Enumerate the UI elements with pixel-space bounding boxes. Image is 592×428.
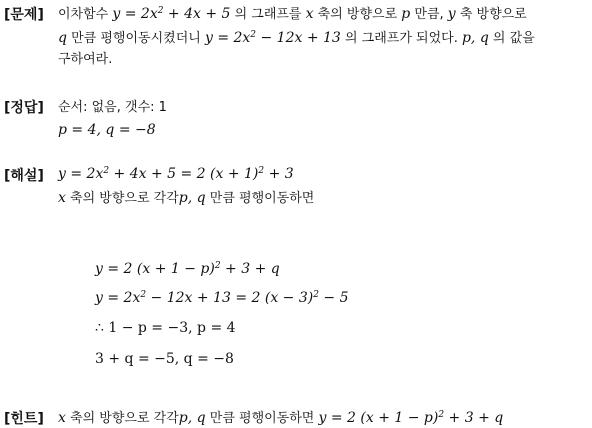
answer-line-2: p = 4, q = −8 [58, 122, 156, 138]
problem-label: [문제] [4, 7, 44, 23]
explanation-line-1: $y = 2x^2 + 4x + 5 = 2$ $(x + 1)^2 + 3$ [58, 166, 294, 182]
hint-line: x 축의 방향으로 각각p, q 만큼 평행이동하면 y = 2 $(x + 1 - p)^2 + 3 + q$ [58, 410, 504, 426]
problem-equation-1: $y = 2x^2 + 4x + 5$ [112, 6, 231, 22]
explanation-label: [해설] [4, 168, 44, 184]
explanation-line-2: x 축의 방향으로 각각p, q 만큼 평행이동하면 [58, 190, 315, 206]
problem-line-3: 구하여라. [58, 52, 113, 67]
hint-label: [힌트] [4, 411, 44, 427]
problem-line-2: q 만큼 평행이동시켰더니 $y = 2x^2 - 12x + 13$ 의 그래프가 되었다. p, q 의 값을 [58, 30, 535, 46]
problem-line-1: 이차함수 $y = 2x^2 + 4x + 5$ 의 그래프를 x 축의 방향으로 p 만큼, y 축 방향으로 [58, 6, 527, 22]
explanation-equation-3: ∴ 1 − p = −3, p = 4 [95, 320, 236, 336]
explanation-equation-4: 3 + q = −5, q = −8 [95, 351, 234, 367]
explanation-equation-1: y = 2 $(x + 1 - p)^2 + 3 + q$ [95, 261, 280, 277]
answer-line-1: 순서: 없음, 갯수: 1 [58, 100, 167, 115]
problem-equation-2: $y = 2x^2 - 12x + 13$ [204, 30, 341, 46]
explanation-equation-2: $y = 2x^2 - 12x + 13 = 2$ $(x - 3)^2 - 5$ [95, 290, 349, 306]
answer-label: [정답] [4, 100, 44, 116]
